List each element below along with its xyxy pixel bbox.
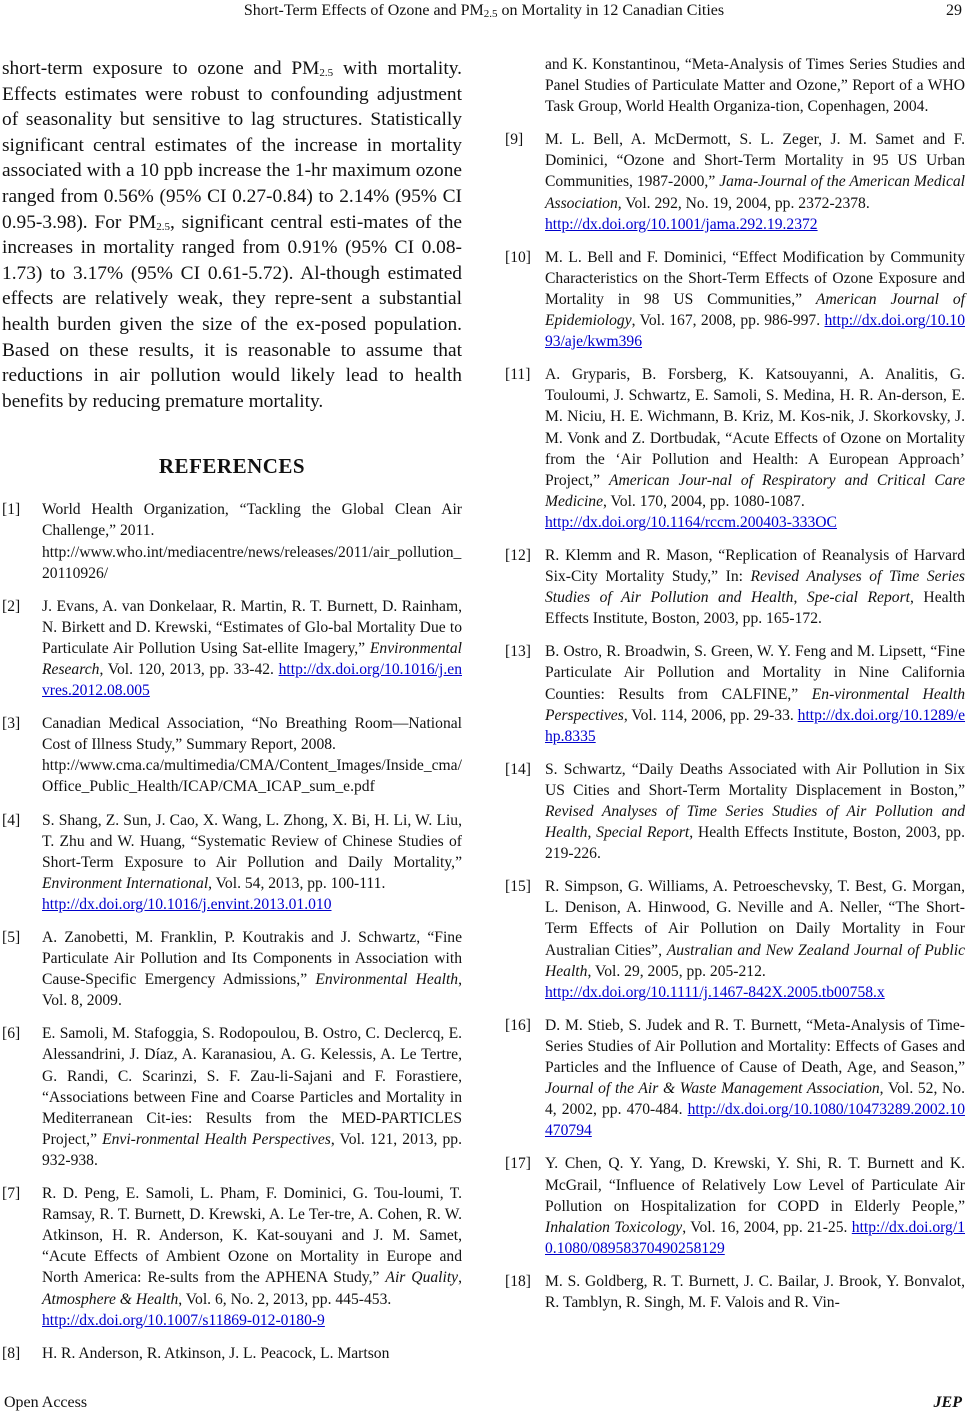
reference-text: M. L. Bell and F. Dominici, “Effect Modification by Community Characteristics on the Short-Term Effects of Ozone Exposure and Mortality in 98 US Communities,” — [545, 248, 965, 308]
reference-2 — [2, 596, 462, 701]
reference-number: [2] — [2, 597, 21, 615]
reference-number: [3] — [2, 715, 21, 733]
reference-text: , Vol. 167, 2008, pp. 986-997. — [631, 312, 825, 330]
right-column — [505, 54, 965, 1325]
reference-text: R. Klemm and R. Mason, “Replication of Reanalysis of Harvard Six-City Mortality Study,” In: — [545, 546, 965, 586]
reference-number: [14] — [505, 760, 531, 778]
reference-number: [6] — [2, 1025, 21, 1043]
doi-link[interactable]: http://dx.doi.org/10.1164/rccm.200403-333OC — [545, 513, 837, 531]
reference-13 — [505, 641, 965, 746]
reference-11 — [505, 364, 965, 533]
reference-text: World Health Organization, “Tackling the Global Clean Air Challenge,” 2011. — [42, 501, 462, 540]
page-header — [0, 0, 968, 24]
reference-text: , Vol. 54, 2013, pp. 100-111. — [208, 874, 386, 892]
reference-text: , Vol. 120, 2013, pp. 33-42. — [99, 660, 279, 678]
subscript: 2.5 — [319, 67, 334, 79]
reference-18 — [505, 1271, 965, 1313]
reference-number: [16] — [505, 1016, 531, 1034]
reference-text: M. S. Goldberg, R. T. Burnett, J. C. Bailar, J. Brook, Y. Bonvalot, R. Tamblyn, R. Singh, M. F. Valois and R. Vin- — [545, 1272, 965, 1311]
reference-text: , — [458, 1269, 462, 1287]
paragraph-text: short-term exposure to ozone and PM — [2, 58, 320, 79]
running-title-subscript: 2.5 — [483, 8, 498, 20]
reference-text: , Health Effects Institute, Boston, 2003, pp. 165-172. — [545, 589, 965, 628]
reference-9 — [505, 129, 965, 234]
reference-number: [8] — [2, 1344, 21, 1362]
reference-text: S. Shang, Z. Sun, J. Cao, X. Wang, L. Zhong, X. Bi, H. Li, W. Liu, T. Zhu and W. Huang, “Systematic Review of Chinese Studies of Short-Term Exposure to Air Pollution and Daily Mortality,” — [42, 811, 462, 871]
reference-journal: Envi-ronmental Health Perspectives — [102, 1130, 331, 1148]
reference-number: [5] — [2, 929, 21, 946]
reference-journal: Revised Analyses of Time Series Studies of Air Pollution and Health — [545, 568, 965, 607]
reference-journal: Environmental Health — [315, 971, 459, 989]
reference-journal: Atmosphere & Health — [42, 1290, 179, 1308]
reference-journal: Environmental Research — [42, 639, 462, 678]
reference-text: D. M. Stieb, S. Judek and R. T. Burnett, “Meta-Analysis of Time-Series Studies of Air Pollution and Mortality: Effects of Gases and Particles and the Influence of Cause of Death, Age, and Season,” — [545, 1016, 965, 1077]
reference-17 — [505, 1153, 965, 1258]
running-title-text-end: on Mortality in 12 Canadian Cities — [497, 2, 725, 19]
reference-text: , — [793, 589, 807, 607]
reference-journal: Revised Analyses of Time Series Studies of Air Pollution and Health — [545, 803, 965, 842]
page-footer — [0, 1392, 968, 1414]
reference-journal: Air Quality — [385, 1269, 459, 1287]
reference-12 — [505, 545, 965, 629]
reference-text: Canadian Medical Association, “No Breathing Room—National Cost of Illness Study,” Summary Report, 2008. — [42, 715, 462, 754]
reference-text: , Vol. 16, 2004, pp. 21-25. — [682, 1218, 852, 1236]
reference-text: J. Evans, A. van Donkelaar, R. Martin, R. T. Burnett, D. Rainham, N. Birkett and D. Krewski, “Estimates of Glo-bal Mortality Due to Particulate Air Pollution Using Sat-ellite Imagery,” — [42, 597, 462, 657]
doi-link[interactable]: http://dx.doi.org/10.1080/08958370490258129 — [545, 1218, 965, 1257]
journal-abbrev: JEP — [933, 1394, 962, 1411]
doi-link[interactable]: http://dx.doi.org/10.1016/j.envres.2012.08.005 — [42, 660, 462, 700]
reference-4 — [2, 810, 462, 915]
reference-text: , Vol. 8, 2009. — [42, 971, 462, 1010]
reference-7 — [2, 1183, 462, 1331]
reference-text: , — [587, 824, 597, 842]
reference-text: A. Gryparis, B. Forsberg, K. Katsouyanni, A. Analitis, G. Touloumi, J. Schwartz, E. Samoli, S. Medina, H. R. An-derson, E. M. Niciu, H. E. Wichmann, B. Kriz, M. Kos-nik, J. Skorkovsky, J. M. Vonk and Z. Dortbudak, “Acute Effects of Ozone on Mortality from the ‘Air Pollution and Health: A European Approach’ Project,” — [545, 366, 965, 489]
reference-text: Y. Chen, Q. Y. Yang, D. Krewski, Y. Shi, R. T. Burnett and K. McGrail, “Influence of Relatively Low Level of Particulate Air Pollution on Hospitalization for COPD in Elderly People,” — [545, 1155, 965, 1215]
reference-journal: American Jour-nal of Respiratory and Critical Care Medicine — [545, 471, 965, 510]
reference-url: http://www.cma.ca/multimedia/CMA/Content_Images/Inside_cma/Office_Public_Health/ICAP/CMA_ICAP_sum_e.pdf — [42, 757, 462, 796]
reference-text: , Vol. 6, No. 2, 2013, pp. 445-453. — [178, 1290, 392, 1308]
reference-number: [11] — [505, 366, 531, 384]
reference-text: , Vol. 114, 2006, pp. 29-33. — [623, 706, 798, 724]
doi-link[interactable]: http://dx.doi.org/10.1289/ehp.8335 — [545, 706, 966, 745]
paragraph-text: with mortality. Effects estimates were robust to confounding adjustment of seasonality but sensitive to lag structures. Statistically significant central estimates of the increase in mortality associated with a 10 ppb increase the 1-hr maximum ozone ranged from 0.56% (95% CI 0.27-0.84) to 2.14% (95% CI 0.95-3.98). For PM — [2, 58, 462, 233]
reference-journal: Inhalation Toxicology — [545, 1218, 683, 1236]
reference-number: [17] — [505, 1155, 531, 1173]
reference-15 — [505, 876, 965, 1003]
reference-url: http://www.who.int/mediacentre/news/releases/2011/air_pollution_20110926/ — [42, 543, 462, 582]
reference-text: E. Samoli, M. Stafoggia, S. Rodopoulou, B. Ostro, C. Declercq, E. Alessandrini, J. Díaz, A. Karanasiou, A. G. Kelessis, A. Le Tertre, G. Randi, C. Scarinzi, S. F. Zau-li-Sajani and F. Forastiere, “Associations between Fine and Coarse Particles and Mortality in Mediterranean Cit-ies: Results from the MED-PARTICLES Project,” — [42, 1025, 462, 1148]
references-heading: REFERENCES — [158, 454, 306, 479]
reference-5 — [2, 927, 462, 1011]
reference-text: S. Schwartz, “Daily Deaths Associated with Air Pollution in Six US Cities and Short-Term Mortality Displacement in Boston,” — [545, 760, 965, 799]
reference-number: [4] — [2, 811, 21, 829]
reference-journal: Australian and New Zealand Journal of Public Health — [545, 941, 965, 980]
reference-text: A. Zanobetti, M. Franklin, P. Koutrakis and J. Schwartz, “Fine Particulate Air Pollution and Its Components in Association with Cause-Specific Emergency Admissions,” — [42, 929, 462, 989]
doi-link[interactable]: http://dx.doi.org/10.1001/jama.292.19.2372 — [545, 215, 818, 233]
running-title-text: Short-Term Effects of Ozone and PM — [243, 2, 484, 19]
paragraph-text: , significant central esti-mates of the increases in mortality ranged from 0.91% (95% CI 0.08-1.73) to 3.17% (95% CI 0.61-5.72). Al-though estimated effects are relatively weak, they repre-sent a substantial health burden given the size of the ex-posed population. Based on these results, it is reasonable to assume that reductions in air pollution would likely lead to health benefits by reducing premature mortality. — [2, 211, 462, 412]
reference-10 — [505, 247, 965, 352]
doi-link[interactable]: http://dx.doi.org/10.1080/10473289.2002.10470794 — [545, 1101, 965, 1140]
reference-text: , Vol. 29, 2005, pp. 205-212. — [587, 962, 766, 980]
reference-8-continued — [505, 54, 965, 117]
reference-number: [15] — [505, 878, 531, 896]
reference-journal: Environment International — [42, 874, 209, 892]
reference-text: , Vol. 170, 2004, pp. 1080-1087. — [603, 492, 805, 510]
reference-number: [9] — [505, 131, 524, 149]
doi-link[interactable]: http://dx.doi.org/10.1111/j.1467-842X.2005.tb00758.x — [545, 983, 885, 1001]
reference-journal: Special Report — [596, 824, 690, 842]
reference-number: [13] — [505, 643, 531, 661]
left-column — [2, 56, 462, 1376]
reference-text: , Vol. 292, No. 19, 2004, pp. 2372-2378. — [617, 194, 870, 212]
reference-number: [1] — [2, 501, 21, 519]
reference-text: , Health Effects Institute, Boston, 2003, pp. 219-226. — [545, 824, 965, 863]
reference-journal: En-vironmental Health Perspectives — [545, 685, 966, 724]
doi-link[interactable]: http://dx.doi.org/10.1093/aje/kwm396 — [545, 312, 965, 351]
subscript: 2.5 — [156, 220, 170, 233]
reference-text: and K. Konstantinou, “Meta-Analysis of Times Series Studies and Panel Studies of Particulate Matter and Ozone,” Report of a WHO Task Group, World Health Organiza-tion, Copenhagen, 2004. — [545, 56, 965, 116]
reference-text: R. D. Peng, E. Samoli, L. Pham, F. Dominici, G. Tou-loumi, T. Ramsay, R. T. Burnett, D. Krewski, A. Le Ter-tre, A. Cohen, R. W. Atkinson, H. R. Anderson, K. Kat-souyani and J. M. Samet, “Acute Effects of Ambient Ozone on Mortality in Europe and North America: Re-sults from the APHENA Study,” — [42, 1185, 462, 1287]
reference-6 — [2, 1023, 462, 1171]
reference-16 — [505, 1015, 965, 1142]
reference-journal: Spe-cial Report — [806, 589, 910, 607]
doi-link[interactable]: http://dx.doi.org/10.1016/j.envint.2013.01.010 — [42, 895, 332, 913]
reference-text: M. L. Bell, A. McDermott, S. L. Zeger, J. M. Samet and F. Dominici, “Ozone and Short-Term Mortality in 95 US Urban Communities, 1987-2000,” — [545, 131, 965, 191]
reference-number: [12] — [505, 546, 531, 564]
reference-text: B. Ostro, R. Broadwin, S. Green, W. Y. Feng and M. Lipsett, “Fine Particulate Air Pollution and Mortality in Nine California Counties: Results from CALFINE,” — [545, 643, 965, 703]
reference-journal: Journal of the Air & Waste Management Association — [545, 1080, 880, 1098]
doi-link[interactable]: http://dx.doi.org/10.1007/s11869-012-0180-9 — [42, 1311, 325, 1329]
reference-1 — [2, 499, 462, 583]
reference-8 — [2, 1343, 462, 1364]
conclusion-paragraph — [2, 56, 462, 414]
open-access-label: Open Access — [4, 1394, 88, 1411]
reference-journal: Jama-Journal of the American Medical Association — [545, 173, 965, 212]
reference-3 — [2, 713, 462, 797]
page-number: 29 — [946, 2, 962, 19]
reference-text: R. Simpson, G. Williams, A. Petroeschevsky, T. Best, G. Morgan, L. Denison, A. Hinwood, G. Neville and A. Neller, “The Short-Term Effects of Air Pollution on Daily Mortality in Four Australian Cities”, — [545, 878, 965, 959]
reference-number: [10] — [505, 248, 531, 266]
reference-14 — [505, 759, 965, 864]
reference-journal: American Journal of Epidemiology — [545, 290, 965, 330]
reference-text: , Vol. 52, No. 4, 2002, pp. 470-484. — [545, 1080, 965, 1119]
reference-number: [7] — [2, 1185, 21, 1203]
reference-text: , Vol. 121, 2013, pp. 932-938. — [42, 1130, 462, 1169]
running-title — [0, 0, 968, 22]
reference-text: H. R. Anderson, R. Atkinson, J. L. Peacock, L. Martson — [42, 1344, 390, 1362]
reference-number: [18] — [505, 1272, 531, 1290]
